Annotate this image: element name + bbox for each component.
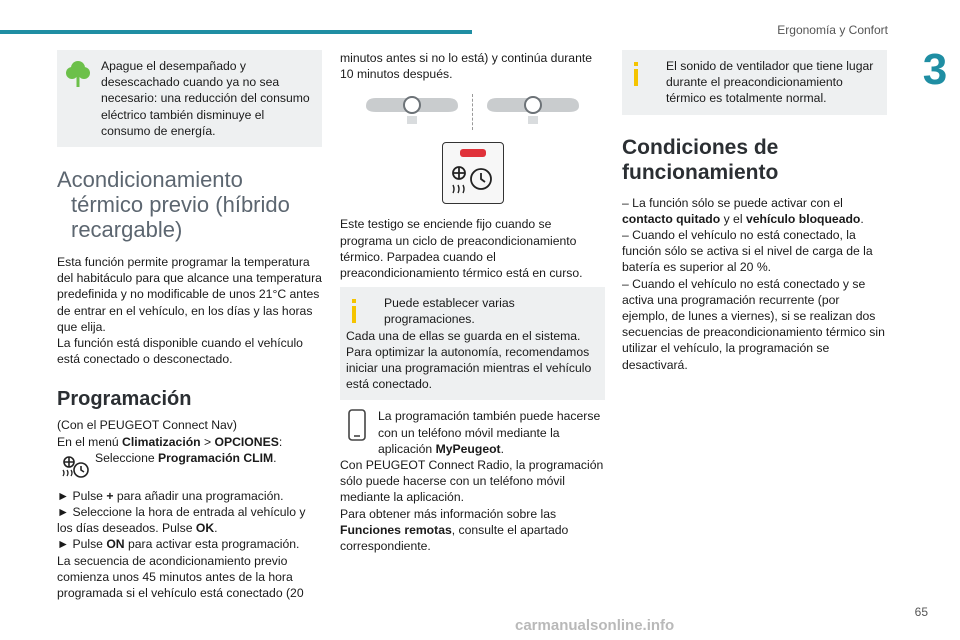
- chapter-number: 3: [910, 44, 960, 96]
- info-note: [340, 287, 605, 400]
- closing-paragraph: La secuencia de acondicionamiento previo comienza unos 45 minutos antes de la hora programada si el vehículo está conectado (20: [57, 553, 304, 601]
- condition-1: – La función sólo se puede activar con el contacto quitado y el vehículo bloqueado.: [622, 195, 864, 226]
- condition-2: – Cuando el vehículo no está conectado, la función sólo se activa si el nivel de carga de la batería es superior al 20 %.: [622, 228, 873, 275]
- section-title-line1: Acondicionamiento: [57, 167, 243, 193]
- fan-note-text: El sonido de ventilador que tiene lugar durante el preacondicionamiento térmico es totalmente normal.: [666, 59, 874, 106]
- info-note-line1: Puede establecer varias programaciones.: [384, 296, 515, 327]
- condition-3: – Cuando el vehículo no está conectado y se activa una programación recurrente (por ejemplo, de lunes a viernes), si se realizan dos secuencias de preacondicionamiento térmico sin utilizar el vehículo, la programación se desactivará.: [622, 276, 885, 372]
- column-right: [622, 50, 887, 373]
- prog-menu-path: En el menú Climatización > OPCIONES:: [57, 434, 283, 449]
- step-3: ► Pulse ON para activar esta programación.: [57, 537, 300, 552]
- more-info-text: Para obtener más información sobre las Funciones remotas, consulte el apartado correspondiente.: [340, 506, 569, 554]
- page-number: 65: [914, 604, 928, 619]
- tree-icon: [63, 58, 93, 90]
- select-instruction: Seleccione Programación CLIM.: [95, 450, 277, 465]
- conditions-title-line1: Condiciones de: [622, 135, 779, 159]
- section-title-line2: térmico previo (híbrido: [71, 192, 290, 218]
- programming-title: Programación: [57, 388, 192, 411]
- watermark: carmanualsonline.info: [515, 616, 675, 634]
- radio-text: Con PEUGEOT Connect Radio, la programación sólo puede hacerse con un teléfono móvil mediante la aplicación.: [340, 458, 604, 505]
- steering-illustration: [340, 92, 605, 132]
- intro-paragraph: Esta función permite programar la temperatura del habitáculo para que alcance una temperatura predefinida y no modificable de unos 21°C antes de entrar en el vehículo, en los días y las horas que elija.: [57, 255, 322, 334]
- step-1: ► Pulse + para añadir una programación.: [57, 488, 284, 503]
- info-note-line2: Cada una de ellas se guarda en el sistema.: [346, 328, 581, 343]
- column-left: [57, 50, 322, 601]
- lamp-description: Este testigo se enciende fijo cuando se programa un ciclo de preacondicionamiento térmico. Parpadea cuando el preacondicionamiento térmico está en curso.: [340, 217, 583, 281]
- info-note-line3: Para optimizar la autonomía, recomendamos iniciar una programación mientras el vehículo está conectado.: [346, 344, 592, 392]
- eco-note: [57, 50, 322, 147]
- steering-wheel-icon: [483, 92, 583, 132]
- section-title: [57, 167, 322, 242]
- step-2: ► Seleccione la hora de entrada al vehículo y los días deseados. Pulse OK.: [57, 505, 306, 536]
- prog-nav-note: (Con el PEUGEOT Connect Nav): [57, 418, 237, 433]
- section-title-line3: recargable): [71, 217, 183, 243]
- phone-row: [340, 408, 605, 457]
- fan-note: [622, 50, 887, 115]
- conditions-title: [622, 135, 887, 185]
- conditions-title-line2: funcionamiento: [622, 160, 779, 184]
- header-accent-bar: [0, 30, 472, 34]
- warning-lamp-icon: [442, 142, 504, 204]
- divider: [472, 94, 473, 130]
- eco-note-text: Apague el desempañado y desescachado cuando ya no sea necesario: una reducción del consumo eléctrico también disminuye el consumo de energía.: [101, 59, 310, 138]
- intro-paragraph-2: La función está disponible cuando el vehículo está conectado o desconectado.: [57, 336, 303, 367]
- info-icon: [346, 295, 376, 327]
- smartphone-icon: [340, 408, 374, 442]
- phone-text: La programación también puede hacerse con un teléfono móvil mediante la aplicación MyPeugeot.: [378, 409, 601, 456]
- steering-wheel-icon: [362, 92, 462, 132]
- header-title: Ergonomía y Confort: [777, 23, 888, 37]
- climate-schedule-icon: [57, 450, 91, 484]
- column-middle: [340, 50, 605, 554]
- select-row: [57, 450, 322, 484]
- info-icon: [628, 58, 658, 90]
- continued-paragraph: minutos antes si no lo está) y continúa durante 10 minutos después.: [340, 51, 593, 82]
